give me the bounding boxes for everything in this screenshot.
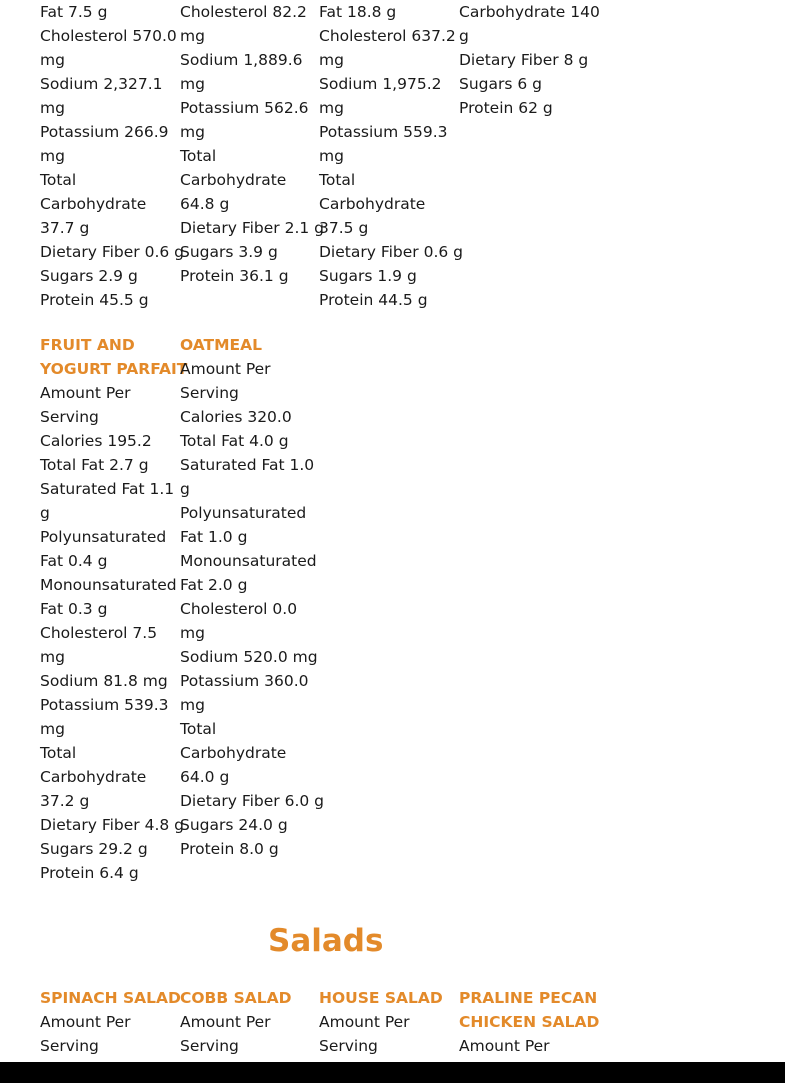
nutrient-line: mg bbox=[319, 99, 344, 117]
nutrient-line: Dietary Fiber 4.8 g bbox=[40, 816, 185, 834]
nutrient-line: Sodium 81.8 mg bbox=[40, 672, 168, 690]
item-title: FRUIT AND bbox=[40, 336, 135, 354]
nutrient-line: 64.0 g bbox=[180, 768, 230, 786]
nutrient-line: 37.5 g bbox=[319, 219, 369, 237]
nutrient-line: Amount Per bbox=[319, 1013, 410, 1031]
item-title: CHICKEN SALAD bbox=[459, 1013, 600, 1031]
nutrient-line: Amount Per bbox=[180, 360, 271, 378]
nutrient-line: Sodium 1,975.2 bbox=[319, 75, 442, 93]
nutrient-line: Protein 62 g bbox=[459, 99, 553, 117]
nutrient-line: Sugars 1.9 g bbox=[319, 267, 417, 285]
nutrient-line: 64.8 g bbox=[180, 195, 230, 213]
nutrient-line: Carbohydrate bbox=[319, 195, 426, 213]
nutrient-line: mg bbox=[40, 147, 65, 165]
item-title: SPINACH SALAD bbox=[40, 989, 181, 1007]
nutrient-line: Dietary Fiber 0.6 g bbox=[319, 243, 464, 261]
nutrient-line: Amount Per bbox=[180, 1013, 271, 1031]
nutrient-line: Carbohydrate bbox=[40, 195, 147, 213]
nutrient-line: Serving bbox=[319, 1037, 378, 1055]
nutrient-line: mg bbox=[180, 27, 205, 45]
nutrient-line: Fat 1.0 g bbox=[180, 528, 248, 546]
nutrient-line: mg bbox=[180, 696, 205, 714]
nutrition-card-praline-pecan-chicken-salad bbox=[459, 986, 619, 1058]
nutrient-line: Sodium 2,327.1 bbox=[40, 75, 163, 93]
nutrient-line: Saturated Fat 1.1 bbox=[40, 480, 175, 498]
nutrient-line: Carbohydrate 140 bbox=[459, 3, 600, 21]
nutrient-line: mg bbox=[40, 99, 65, 117]
bottom-bar bbox=[0, 1062, 785, 1083]
nutrient-line: Fat 0.4 g bbox=[40, 552, 108, 570]
nutrient-line: Potassium 266.9 bbox=[40, 123, 169, 141]
nutrient-line: Sodium 1,889.6 bbox=[180, 51, 303, 69]
nutrient-line: Cholesterol 570.0 bbox=[40, 27, 177, 45]
nutrient-line: Amount Per bbox=[459, 1037, 550, 1055]
nutrient-line: Fat 0.3 g bbox=[40, 600, 108, 618]
nutrient-line: Dietary Fiber 6.0 g bbox=[180, 792, 325, 810]
nutrient-line: Serving bbox=[40, 1037, 99, 1055]
nutrition-card-oatmeal bbox=[180, 333, 325, 861]
nutrient-line: Monounsaturated bbox=[40, 576, 177, 594]
nutrient-line: Protein 45.5 g bbox=[40, 291, 149, 309]
nutrient-line: Total bbox=[40, 171, 77, 189]
nutrient-line: Calories 195.2 bbox=[40, 432, 152, 450]
nutrient-line: Carbohydrate bbox=[40, 768, 147, 786]
nutrient-line: mg bbox=[180, 123, 205, 141]
nutrient-line: Sugars 6 g bbox=[459, 75, 543, 93]
nutrient-line: Sugars 2.9 g bbox=[40, 267, 138, 285]
section-title-salads: Salads bbox=[268, 923, 384, 959]
nutrient-line: mg bbox=[180, 624, 205, 642]
nutrient-line: Protein 44.5 g bbox=[319, 291, 428, 309]
nutrient-line: Serving bbox=[40, 408, 99, 426]
nutrient-line: Potassium 539.3 bbox=[40, 696, 169, 714]
nutrient-line: Dietary Fiber 2.1 g bbox=[180, 219, 325, 237]
nutrient-line: Cholesterol 82.2 bbox=[180, 3, 307, 21]
nutrient-line: mg bbox=[40, 648, 65, 666]
nutrition-card bbox=[180, 0, 325, 288]
nutrition-card-cobb-salad bbox=[180, 986, 319, 1058]
nutrition-card-spinach-salad bbox=[40, 986, 179, 1058]
nutrient-line: g bbox=[40, 504, 50, 522]
nutrient-line: Fat 18.8 g bbox=[319, 3, 397, 21]
nutrient-line: mg bbox=[319, 147, 344, 165]
nutrient-line: Cholesterol 0.0 bbox=[180, 600, 298, 618]
nutrient-line: Polyunsaturated bbox=[40, 528, 167, 546]
nutrient-line: Amount Per bbox=[40, 1013, 131, 1031]
nutrient-line: mg bbox=[319, 51, 344, 69]
nutrition-card bbox=[319, 0, 464, 312]
item-title: YOGURT PARFAIT bbox=[40, 360, 188, 378]
nutrient-line: mg bbox=[40, 720, 65, 738]
item-title: HOUSE SALAD bbox=[319, 989, 443, 1007]
nutrition-card-parfait bbox=[40, 333, 188, 885]
nutrient-line: Protein 6.4 g bbox=[40, 864, 139, 882]
nutrient-line: mg bbox=[180, 75, 205, 93]
nutrition-card bbox=[40, 0, 185, 312]
nutrient-line: Fat 7.5 g bbox=[40, 3, 108, 21]
nutrient-line: 37.7 g bbox=[40, 219, 90, 237]
item-title: OATMEAL bbox=[180, 336, 263, 354]
nutrient-line: Polyunsaturated bbox=[180, 504, 307, 522]
nutrient-line: Total Fat 4.0 g bbox=[180, 432, 289, 450]
nutrient-line: Saturated Fat 1.0 bbox=[180, 456, 315, 474]
nutrient-line: Total bbox=[180, 720, 217, 738]
nutrient-line: Carbohydrate bbox=[180, 744, 287, 762]
nutrient-line: Sodium 520.0 mg bbox=[180, 648, 318, 666]
item-title: PRALINE PECAN bbox=[459, 989, 598, 1007]
nutrient-line: mg bbox=[40, 51, 65, 69]
nutrient-line: Monounsaturated bbox=[180, 552, 317, 570]
nutrient-line: Potassium 360.0 bbox=[180, 672, 309, 690]
nutrient-line: Protein 36.1 g bbox=[180, 267, 289, 285]
nutrient-line: Dietary Fiber 0.6 g bbox=[40, 243, 185, 261]
nutrition-card-house-salad bbox=[319, 986, 458, 1058]
nutrient-line: 37.2 g bbox=[40, 792, 90, 810]
nutrient-line: g bbox=[459, 27, 469, 45]
nutrient-line: Total bbox=[180, 147, 217, 165]
nutrient-line: Serving bbox=[180, 384, 239, 402]
nutrient-line: Sugars 24.0 g bbox=[180, 816, 288, 834]
nutrient-line: Potassium 562.6 bbox=[180, 99, 309, 117]
nutrient-line: Total bbox=[40, 744, 77, 762]
item-title: COBB SALAD bbox=[180, 989, 292, 1007]
nutrient-line: Sugars 3.9 g bbox=[180, 243, 278, 261]
nutrient-line: Dietary Fiber 8 g bbox=[459, 51, 589, 69]
nutrient-line: Cholesterol 7.5 bbox=[40, 624, 158, 642]
nutrient-line: g bbox=[180, 480, 190, 498]
nutrient-line: Total Fat 2.7 g bbox=[40, 456, 149, 474]
nutrient-line: Carbohydrate bbox=[180, 171, 287, 189]
nutrient-line: Fat 2.0 g bbox=[180, 576, 248, 594]
nutrient-line: Cholesterol 637.2 bbox=[319, 27, 456, 45]
nutrient-line: Calories 320.0 bbox=[180, 408, 292, 426]
nutrient-line: Protein 8.0 g bbox=[180, 840, 279, 858]
nutrient-line: Serving bbox=[180, 1037, 239, 1055]
nutrition-card bbox=[459, 0, 619, 120]
nutrient-line: Amount Per bbox=[40, 384, 131, 402]
nutrient-line: Total bbox=[319, 171, 356, 189]
nutrient-line: Potassium 559.3 bbox=[319, 123, 448, 141]
nutrient-line: Sugars 29.2 g bbox=[40, 840, 148, 858]
